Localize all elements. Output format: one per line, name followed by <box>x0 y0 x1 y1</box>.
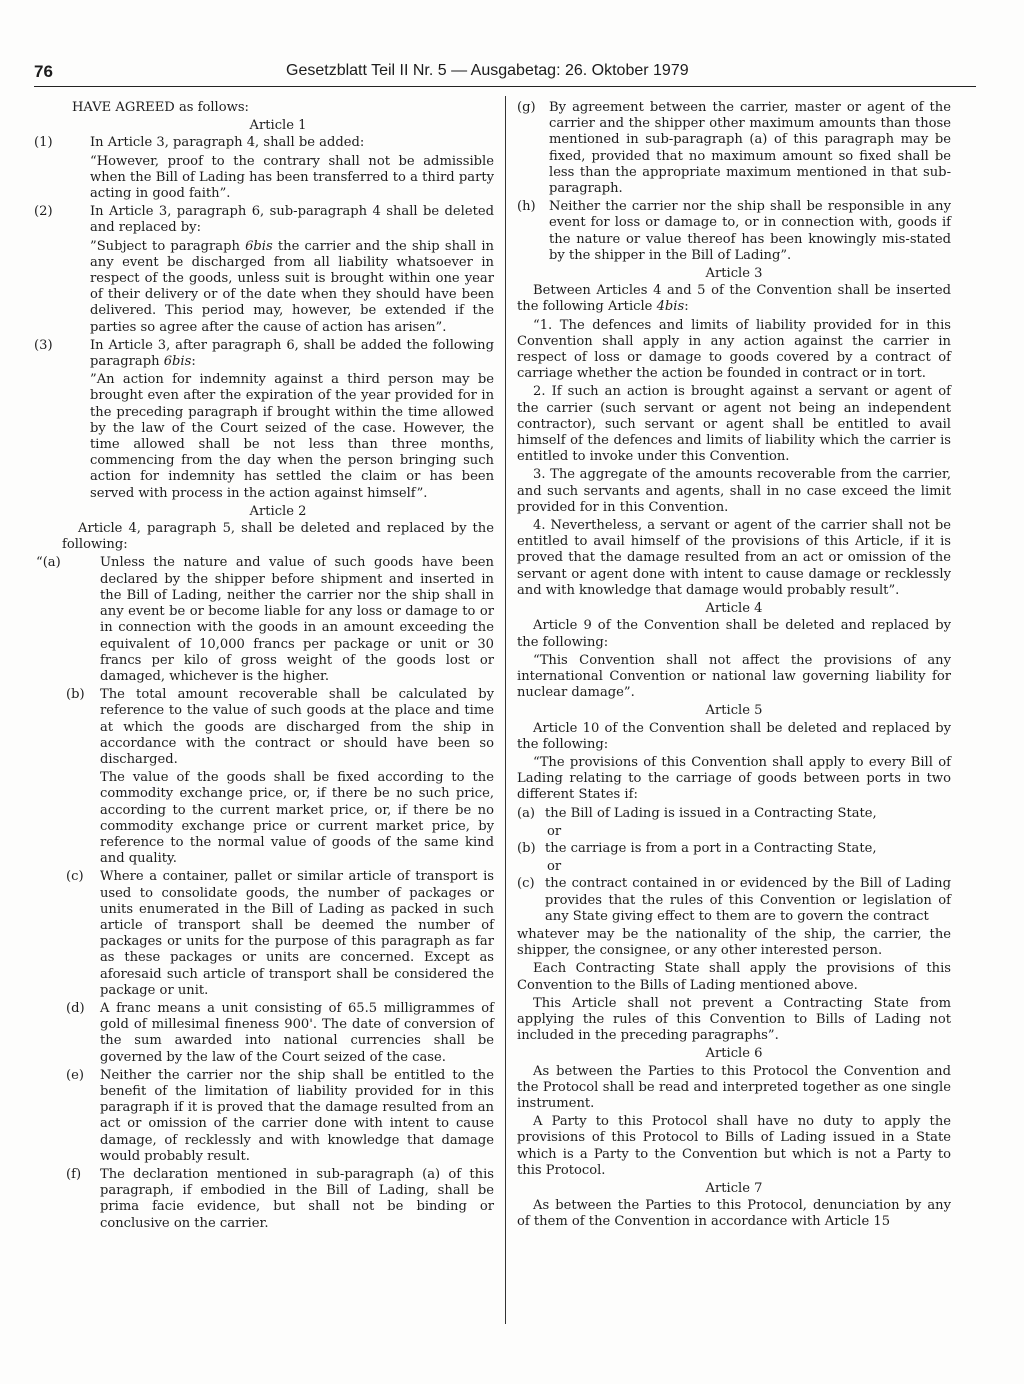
art5-item-b: (b) the carriage is from a port in a Contracting State, <box>517 840 877 856</box>
art1-para-1-quote: “However, proof to the contrary shall not be admissible when the Bill of Lading has been transferred to a third party acting in good faith”. <box>90 153 494 202</box>
art4-intro: Article 9 of the Convention shall be deleted and replaced by the following: <box>517 618 951 650</box>
article-1-heading: Article 1 <box>249 118 307 134</box>
art2-item-c: (c) Where a container, pallet or similar article of transport is used to consolidate goods, the number of packages or units enumerated in the Bill of Lading as packed in such article of transport shall be deemed the number of packages or units for the purpose of this paragraph as far as these packages or units are concerned. Except as aforesaid such article of transport shall be considered the package or unit. <box>66 869 494 998</box>
art5-intro: Article 10 of the Convention shall be deleted and replaced by the following: <box>517 720 951 752</box>
art3-intro: Between Articles 4 and 5 of the Convention shall be inserted the following Article 4bis: <box>517 283 951 315</box>
art6-para-1: As between the Parties to this Protocol the Convention and the Protocol shall be read and interpreted together as one single instrument. <box>517 1063 951 1111</box>
art3-para-1: “1. The defences and limits of liability provided for in this Convention shall apply in any action against the carrier in respect of loss or damage to goods covered by a contract of carriage whether the action be founded in contract or in tort. <box>517 317 951 382</box>
art5-whatever: whatever may be the nationality of the ship, the carrier, the shipper, the consignee, or any other interested person. <box>517 926 951 959</box>
gazette-title: Gesetzblatt Teil II Nr. 5 — Ausgabetag: 26. Oktober 1979 <box>286 62 689 79</box>
art1-para-1: (1) In Article 3, paragraph 4, shall be added: <box>34 135 365 151</box>
left-column <box>34 100 494 1234</box>
art5-this-article: This Article shall not prevent a Contracting State from applying the rules of this Convention to Bills of Lading not included in the preceding paragraphs”. <box>517 995 951 1044</box>
art3-para-2: 2. If such an action is brought against a servant or agent of the carrier (such servant or agent not being an independent contractor), such servant or agent shall be entitled to avail himself of the defences and limits of liability which the carrier is entitled to invoke under this Convention. <box>517 384 951 465</box>
article-7-heading: Article 7 <box>705 1181 763 1196</box>
intro-text: HAVE AGREED as follows: <box>72 100 249 115</box>
art4-quote: “This Convention shall not affect the provisions of any international Convention or national law governing liability for nuclear damage”. <box>517 652 951 701</box>
art1-para-2: (2) In Article 3, paragraph 6, sub-paragraph 4 shall be deleted and replaced by: <box>34 204 494 236</box>
art5-or-2: or <box>547 859 562 875</box>
page-number: 76 <box>34 62 53 81</box>
art2-item-h: (h) Neither the carrier nor the ship shall be responsible in any event for loss or damage to, or in connection with, goods if the nature or value thereof has been knowingly mis-stated by the shipper in the Bill of Lading”. <box>517 199 951 263</box>
art1-para-2-quote: ”Subject to paragraph 6bis the carrier and the ship shall in any event be discharged from all liability whatsoever in respect of the goods, unless suit is brought within one year of their delivery or of the date when they should have been delivered. This period may, however, be extended if the parties so agree after the cause of action has arisen”. <box>90 238 494 335</box>
art3-para-4: 4. Nevertheless, a servant or agent of the carrier shall not be entitled to avail himself of the provisions of this Article, if it is proved that the damage resulted from an act or omission of the servant or agent done with intent to cause damage or recklessly and with knowledge that damage would probably result”. <box>517 518 951 598</box>
art1-para-3-quote: ”An action for indemnity against a third person may be brought even after the expiration of the year provided for in the preceding paragraph if brought within the time allowed by the law of the Court seized of the case. However, the time allowed shall be not less than three months, commencing from the day when the person bringing such action for indemnity has settled the claim or has been served with process in the action against himself”. <box>90 372 494 501</box>
article-4-heading: Article 4 <box>705 601 763 617</box>
art5-or-1: or <box>547 823 562 839</box>
art5-item-a: (a) the Bill of Lading is issued in a Contracting State, <box>517 805 877 821</box>
article-2-heading: Article 2 <box>249 503 307 519</box>
art6-para-2: A Party to this Protocol shall have no duty to apply the provisions of this Protocol to Bills of Lading issued in a State which is a Party to the Convention but which is not a Party to this Protocol. <box>517 1114 951 1178</box>
art2-intro: Article 4, paragraph 5, shall be deleted and replaced by the following: <box>62 521 494 553</box>
art2-item-e: (e) Neither the carrier nor the ship shall be entitled to the benefit of the limitation of liability provided for in this paragraph if it is proved that the damage resulted from an act or omission of the carrier done with intent to cause damage, of recklessly and with knowledge that damage would probably result. <box>66 1067 494 1164</box>
art1-para-3: (3) In Article 3, after paragraph 6, shall be added the following paragraph 6bis: <box>34 337 494 370</box>
article-3-heading: Article 3 <box>705 266 763 282</box>
art5-quote: “The provisions of this Convention shall apply to every Bill of Lading relating to the carriage of goods between ports in two different States if: <box>517 754 951 803</box>
column-divider <box>505 96 506 1324</box>
art2-item-g: (g) By agreement between the carrier, master or agent of the carrier and the shipper other maximum amounts than those mentioned in sub-paragraph (a) of this paragraph may be fixed, provided that no maximum amount so fixed shall be less than the appropriate maximum mentioned in that sub-paragraph. <box>517 100 951 197</box>
art3-para-3: 3. The aggregate of the amounts recoverable from the carrier, and such servants and agents, shall in no case exceed the limit provided for in this Convention. <box>517 467 951 515</box>
art2-item-d: (d) A franc means a unit consisting of 65.5 milligrammes of gold of millesimal fineness 900'. The date of conversion of the sum awarded into national currencies shall be governed by the law of the Court seized of the case. <box>66 1000 494 1065</box>
page-header <box>34 62 976 87</box>
art2-item-a: “(a) Unless the nature and value of such goods have been declared by the shipper before shipment and inserted in the Bill of Lading, neither the carrier nor the ship shall in any event be or become liable for any loss or damage to or in connection with the goods in an amount exceeding the equivalent of 10,000 francs per package or unit or 30 francs per kilo of gross weight of the goods lost or damaged, whichever is the higher. <box>36 555 494 684</box>
art2-item-f: (f) The declaration mentioned in sub-paragraph (a) of this paragraph, if embodied in the Bill of Lading, shall be prima facie evidence, but shall not be binding or conclusive on the carrier. <box>66 1167 494 1231</box>
article-5-heading: Article 5 <box>705 703 763 719</box>
art5-each: Each Contracting State shall apply the provisions of this Convention to the Bills of Lading mentioned above. <box>517 961 951 993</box>
art2-item-b: (b) The total amount recoverable shall be calculated by reference to the value of such goods at the place and time at which the goods are discharged from the ship in accordance with the contract or should have been so discharged. <box>66 687 494 767</box>
art2-item-b-cont: The value of the goods shall be fixed according to the commodity exchange price, or, if there be no such price, according to the current market price, or, if there be no commodity exchange price or current market price, by reference to the normal value of goods of the same kind and quality. <box>100 770 494 867</box>
art7-para-1: As between the Parties to this Protocol, denunciation by any of them of the Convention in accordance with Article 15 <box>517 1198 951 1230</box>
right-column <box>517 100 951 1233</box>
article-6-heading: Article 6 <box>705 1046 763 1062</box>
art5-item-c: (c) the contract contained in or evidenced by the Bill of Lading provides that the rules of this Convention or legislation of any State giving effect to them are to govern the contract <box>517 876 951 924</box>
